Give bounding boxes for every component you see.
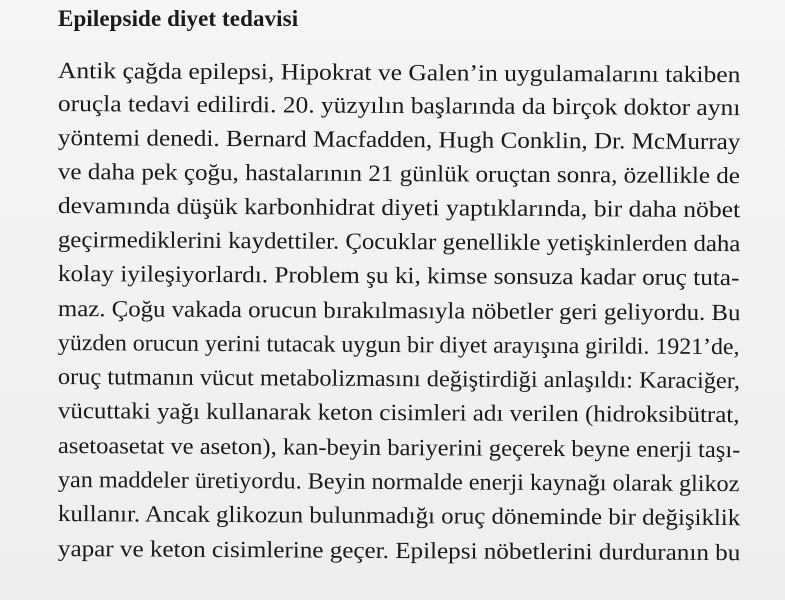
section-heading: Epilepside diyet tedavisi: [58, 6, 299, 31]
text-line: kullanır. Ancak glikozun bulunmadığı oruç döneminde bir değişiklik: [57, 501, 741, 532]
text-line: oruç tutmanın vücut metabolizmasını değiştirdiği anlaşıldı: Karaciğer,: [57, 364, 741, 395]
text-line: oruçla tedavi edilirdi. 20. yüzyılın başlarında da birçok doktor aynı: [57, 91, 741, 122]
text-line: Antik çağda epilepsi, Hipokrat ve Galen’in uygulamalarını takiben: [57, 58, 741, 89]
text-line: geçirmediklerini kaydettiler. Çocuklar genellikle yetişkinlerden daha: [57, 227, 741, 258]
text-line: yöntemi denedi. Bernard Macfadden, Hugh Conklin, Dr. McMurray: [57, 125, 741, 156]
text-line: ve daha pek çoğu, hastalarının 21 günlük oruçtan sonra, özellikle de: [57, 159, 741, 190]
text-line: yüzden orucun yerini tutacak uygun bir diyet arayışına girildi. 1921’de,: [57, 330, 740, 361]
text-line: maz. Çoğu vakada orucun bırakılmasıyla nöbetler geri geliyordu. Bu: [57, 296, 741, 327]
text-line: devamında düşük karbonhidrat diyeti yaptıklarında, bir daha nöbet: [57, 193, 741, 224]
text-line: yan maddeler üretiyordu. Beyin normalde enerji kaynağı olarak glikoz: [57, 467, 740, 498]
text-line: kolay iyileşiyorlardı. Problem şu ki, kimse sonsuza kadar oruç tuta-: [57, 261, 740, 292]
text-line: asetoasetat ve aseton), kan-beyin bariyerini geçerek beyne enerji taşı-: [57, 433, 741, 464]
text-line: yapar ve keton cisimlerine geçer. Epilepsi nöbetlerini durduranın bu: [57, 536, 741, 567]
text-line: vücuttaki yağı kullanarak keton cisimleri adı verilen (hidroksibütrat,: [57, 398, 740, 429]
